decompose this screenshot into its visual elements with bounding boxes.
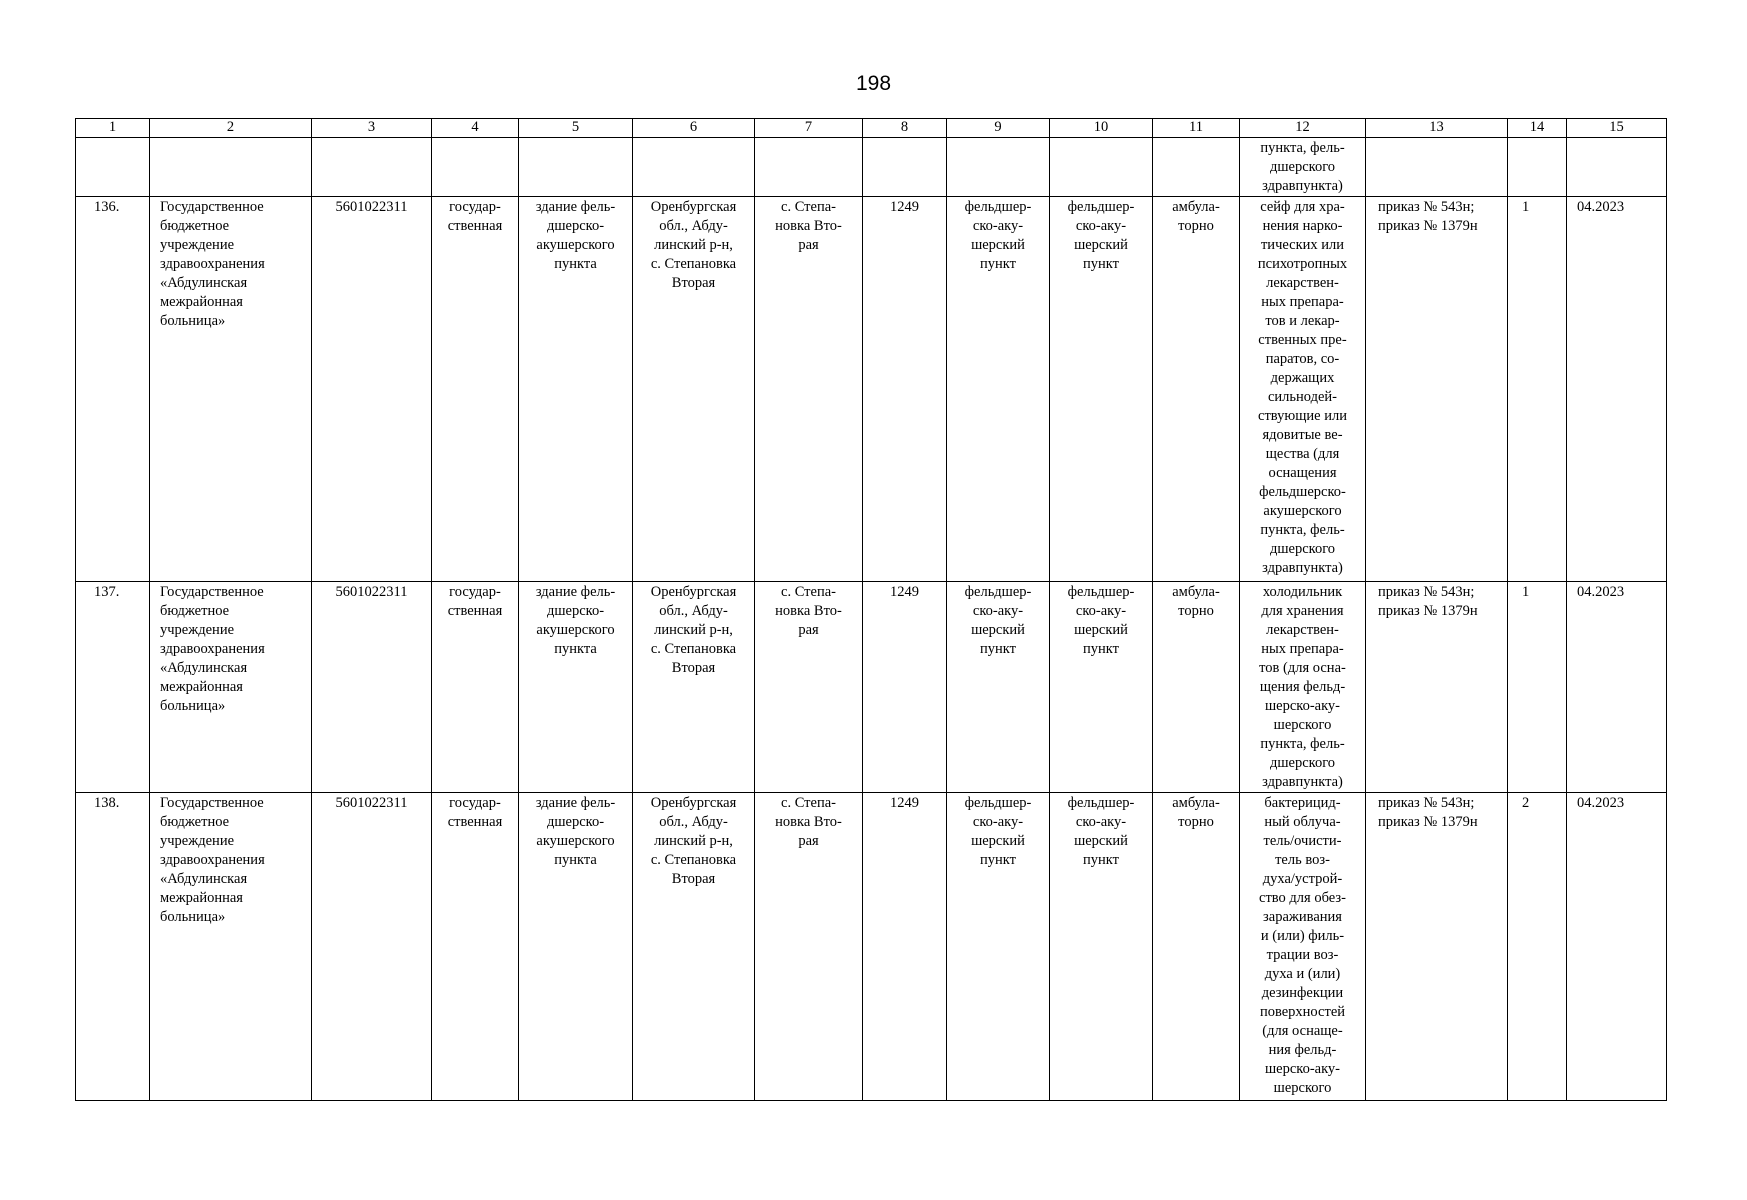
organization-name-cell [150, 138, 312, 197]
row-number-cell: 136. [76, 197, 150, 582]
delivery-date-cell: 04.2023 [1567, 197, 1667, 582]
column-header: 11 [1153, 119, 1240, 138]
equipment-table [75, 118, 1667, 1101]
population-cell: 1249 [863, 582, 947, 793]
unit-type-cell: фельдшер- ско-аку- шерский пункт [1050, 197, 1153, 582]
equipment-name-cell: холодильник для хранения лекарствен- ных препара- тов (для осна- щения фельд- шерско-аку- шерского пункта, фель- дшерского здравпункта) [1240, 582, 1366, 793]
column-number-row [76, 119, 1667, 138]
care-form-cell: амбула- торно [1153, 582, 1240, 793]
organization-name-cell: Государственное бюджетное учреждение здравоохранения «Абдулинская межрайонная больница» [150, 582, 312, 793]
inn-code-cell: 5601022311 [312, 793, 432, 1101]
ownership-form-cell: государ- ственная [432, 197, 519, 582]
row-number-cell: 137. [76, 582, 150, 793]
page-number: 198 [855, 72, 892, 95]
unit-name-cell: фельдшер- ско-аку- шерский пункт [947, 793, 1050, 1101]
inn-code-cell [312, 138, 432, 197]
row-number-cell [76, 138, 150, 197]
column-header: 8 [863, 119, 947, 138]
population-cell [863, 138, 947, 197]
inn-code-cell: 5601022311 [312, 197, 432, 582]
locality-cell: с. Степа- новка Вто- рая [755, 582, 863, 793]
care-form-cell: амбула- торно [1153, 793, 1240, 1101]
equipment-name-cell: бактерицид- ный облуча- тель/очисти- тель воз- духа/устрой- ство для обез- зараживания и (или) филь- трации воз- духа и (или) дезинфекции поверхностей (для оснаще- ния фельд- шерско-аку- шерского [1240, 793, 1366, 1101]
quantity-cell: 2 [1508, 793, 1567, 1101]
organization-name-cell: Государственное бюджетное учреждение здравоохранения «Абдулинская межрайонная больница» [150, 793, 312, 1101]
column-header: 10 [1050, 119, 1153, 138]
unit-type-cell: фельдшер- ско-аку- шерский пункт [1050, 793, 1153, 1101]
unit-type-cell: фельдшер- ско-аку- шерский пункт [1050, 582, 1153, 793]
building-type-cell: здание фель- дшерско- акушерского пункта [519, 197, 633, 582]
building-type-cell: здание фель- дшерско- акушерского пункта [519, 582, 633, 793]
address-cell: Оренбургская обл., Абду- линский р-н, с. Степановка Вторая [633, 793, 755, 1101]
equipment-name-cell: сейф для хра- нения нарко- тических или психотропных лекарствен- ных препара- тов и лекар- ственных пре- паратов, со- держащих сильнодей- ствующие или ядовитые ве- щества (для оснащения фельдшерско- акушерского пункта, фель- дшерского здравпункта) [1240, 197, 1366, 582]
ownership-form-cell: государ- ственная [432, 582, 519, 793]
building-type-cell [519, 138, 633, 197]
column-header: 5 [519, 119, 633, 138]
regulation-order-cell [1366, 138, 1508, 197]
ownership-form-cell: государ- ственная [432, 793, 519, 1101]
quantity-cell [1508, 138, 1567, 197]
locality-cell: с. Степа- новка Вто- рая [755, 197, 863, 582]
column-header: 15 [1567, 119, 1667, 138]
column-header: 12 [1240, 119, 1366, 138]
table-row [76, 793, 1667, 1101]
care-form-cell [1153, 138, 1240, 197]
address-cell: Оренбургская обл., Абду- линский р-н, с. Степановка Вторая [633, 582, 755, 793]
column-header: 6 [633, 119, 755, 138]
unit-name-cell: фельдшер- ско-аку- шерский пункт [947, 197, 1050, 582]
locality-cell: с. Степа- новка Вто- рая [755, 793, 863, 1101]
unit-type-cell [1050, 138, 1153, 197]
column-header: 7 [755, 119, 863, 138]
regulation-order-cell: приказ № 543н; приказ № 1379н [1366, 793, 1508, 1101]
column-header: 4 [432, 119, 519, 138]
building-type-cell: здание фель- дшерско- акушерского пункта [519, 793, 633, 1101]
column-header: 14 [1508, 119, 1567, 138]
delivery-date-cell [1567, 138, 1667, 197]
table-row [76, 582, 1667, 793]
regulation-order-cell: приказ № 543н; приказ № 1379н [1366, 582, 1508, 793]
delivery-date-cell: 04.2023 [1567, 793, 1667, 1101]
address-cell: Оренбургская обл., Абду- линский р-н, с. Степановка Вторая [633, 197, 755, 582]
care-form-cell: амбула- торно [1153, 197, 1240, 582]
organization-name-cell: Государственное бюджетное учреждение здравоохранения «Абдулинская межрайонная больница» [150, 197, 312, 582]
delivery-date-cell: 04.2023 [1567, 582, 1667, 793]
column-header: 1 [76, 119, 150, 138]
quantity-cell: 1 [1508, 582, 1567, 793]
unit-name-cell [947, 138, 1050, 197]
regulation-order-cell: приказ № 543н; приказ № 1379н [1366, 197, 1508, 582]
inn-code-cell: 5601022311 [312, 582, 432, 793]
address-cell [633, 138, 755, 197]
quantity-cell: 1 [1508, 197, 1567, 582]
column-header: 3 [312, 119, 432, 138]
population-cell: 1249 [863, 793, 947, 1101]
column-header: 2 [150, 119, 312, 138]
column-header: 9 [947, 119, 1050, 138]
column-header: 13 [1366, 119, 1508, 138]
ownership-form-cell [432, 138, 519, 197]
unit-name-cell: фельдшер- ско-аку- шерский пункт [947, 582, 1050, 793]
locality-cell [755, 138, 863, 197]
table-row [76, 197, 1667, 582]
equipment-name-cell: пункта, фель- дшерского здравпункта) [1240, 138, 1366, 197]
population-cell: 1249 [863, 197, 947, 582]
row-number-cell: 138. [76, 793, 150, 1101]
table-row [76, 138, 1667, 197]
